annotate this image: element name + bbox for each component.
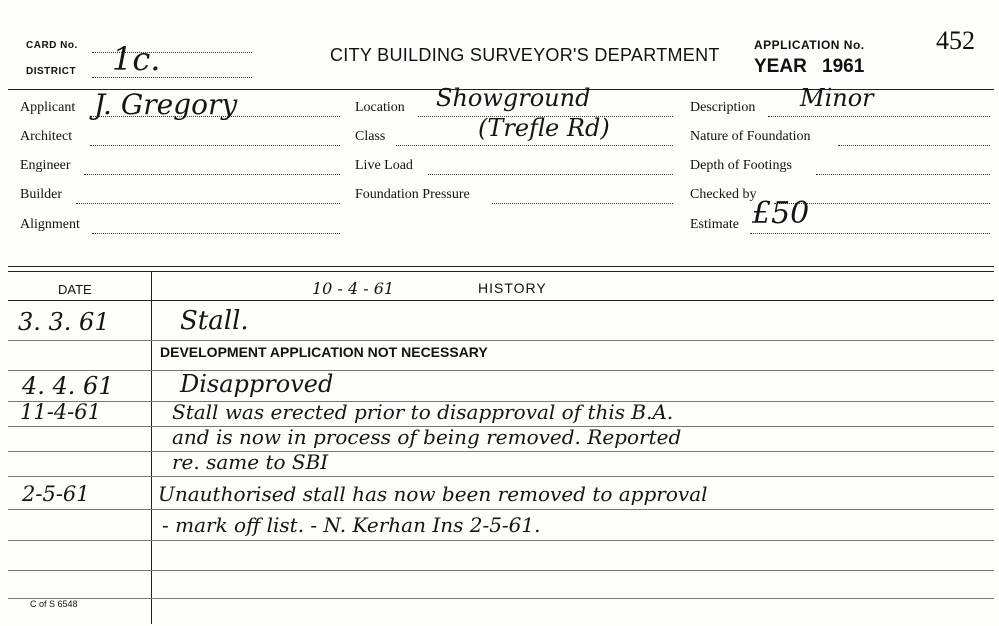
applicant-label: Applicant [20, 100, 76, 115]
class-value: (Trefle Rd) [478, 114, 610, 142]
description-line [768, 116, 990, 117]
live-load-line [428, 174, 673, 175]
history-row-text: Stall. [180, 306, 249, 336]
application-no-label: APPLICATION No. [754, 38, 865, 52]
estimate-value: £50 [752, 196, 810, 231]
history-row-rule [8, 509, 994, 510]
history-row-rule [8, 451, 994, 452]
department-title: CITY BUILDING SURVEYOR'S DEPARTMENT [330, 45, 720, 65]
class-label: Class [355, 129, 386, 144]
history-row-rule [8, 340, 994, 341]
history-row-date: 2-5-61 [22, 482, 90, 506]
history-row-text: Unauthorised stall has now been removed to approval [158, 482, 708, 506]
district-label: DISTRICT [26, 66, 77, 77]
architect-line [90, 145, 340, 146]
year-value: 1961 [822, 56, 865, 77]
nature-of-foundation-label: Nature of Foundation [690, 129, 811, 144]
history-row-stamp: DEVELOPMENT APPLICATION NOT NECESSARY [160, 344, 488, 360]
section-rule-top [8, 266, 994, 267]
form-code: C of S 6548 [30, 599, 78, 609]
alignment-line [92, 233, 340, 234]
estimate-line [750, 233, 990, 234]
description-value: Minor [800, 84, 874, 112]
depth-of-footings-line [816, 174, 990, 175]
district-value: 1c. [112, 40, 161, 78]
history-row-text: and is now in process of being removed. Reported [172, 425, 682, 449]
foundation-pressure-label: Foundation Pressure [355, 187, 470, 202]
history-row-rule [8, 598, 994, 599]
history-row-date: 11-4-61 [20, 400, 101, 424]
estimate-label: Estimate [690, 217, 739, 232]
history-row-text: Stall was erected prior to disapproval of this B.A. [172, 400, 674, 424]
engineer-label: Engineer [20, 158, 71, 173]
checked-by-label: Checked by [690, 187, 757, 202]
architect-label: Architect [20, 129, 73, 144]
nature-of-foundation-line [838, 145, 990, 146]
description-label: Description [690, 100, 756, 115]
date-column-header: DATE [58, 282, 92, 297]
live-load-label: Live Load [355, 158, 413, 173]
date-column-divider [151, 272, 152, 624]
section-rule-bottom [8, 271, 994, 272]
history-header-rule [8, 300, 994, 301]
class-line [396, 145, 673, 146]
location-label: Location [355, 100, 405, 115]
card-no-label: CARD No. [26, 40, 78, 51]
application-no-value: 452 [936, 26, 975, 55]
alignment-label: Alignment [20, 217, 80, 232]
history-column-header: HISTORY [478, 280, 547, 296]
foundation-pressure-line [492, 203, 673, 204]
history-row-text: Disapproved [180, 370, 334, 398]
year-label: YEAR [754, 56, 807, 77]
builder-line [76, 203, 340, 204]
depth-of-footings-label: Depth of Footings [690, 158, 792, 173]
history-row-date: 4. 4. 61 [22, 372, 114, 400]
applicant-value: J. Gregory [94, 88, 238, 121]
history-row-rule [8, 570, 994, 571]
history-row-date: 3. 3. 61 [18, 308, 110, 336]
location-value: Showground [436, 84, 591, 112]
history-row-rule [8, 540, 994, 541]
engineer-line [84, 174, 340, 175]
history-row-rule [8, 476, 994, 477]
builder-label: Builder [20, 187, 62, 202]
history-header-date-note: 10 - 4 - 61 [312, 279, 395, 298]
history-row-text: - mark off list. - N. Kerhan Ins 2-5-61. [162, 513, 541, 537]
history-row-text: re. same to SBI [172, 450, 329, 474]
history-row-rule [8, 370, 994, 371]
